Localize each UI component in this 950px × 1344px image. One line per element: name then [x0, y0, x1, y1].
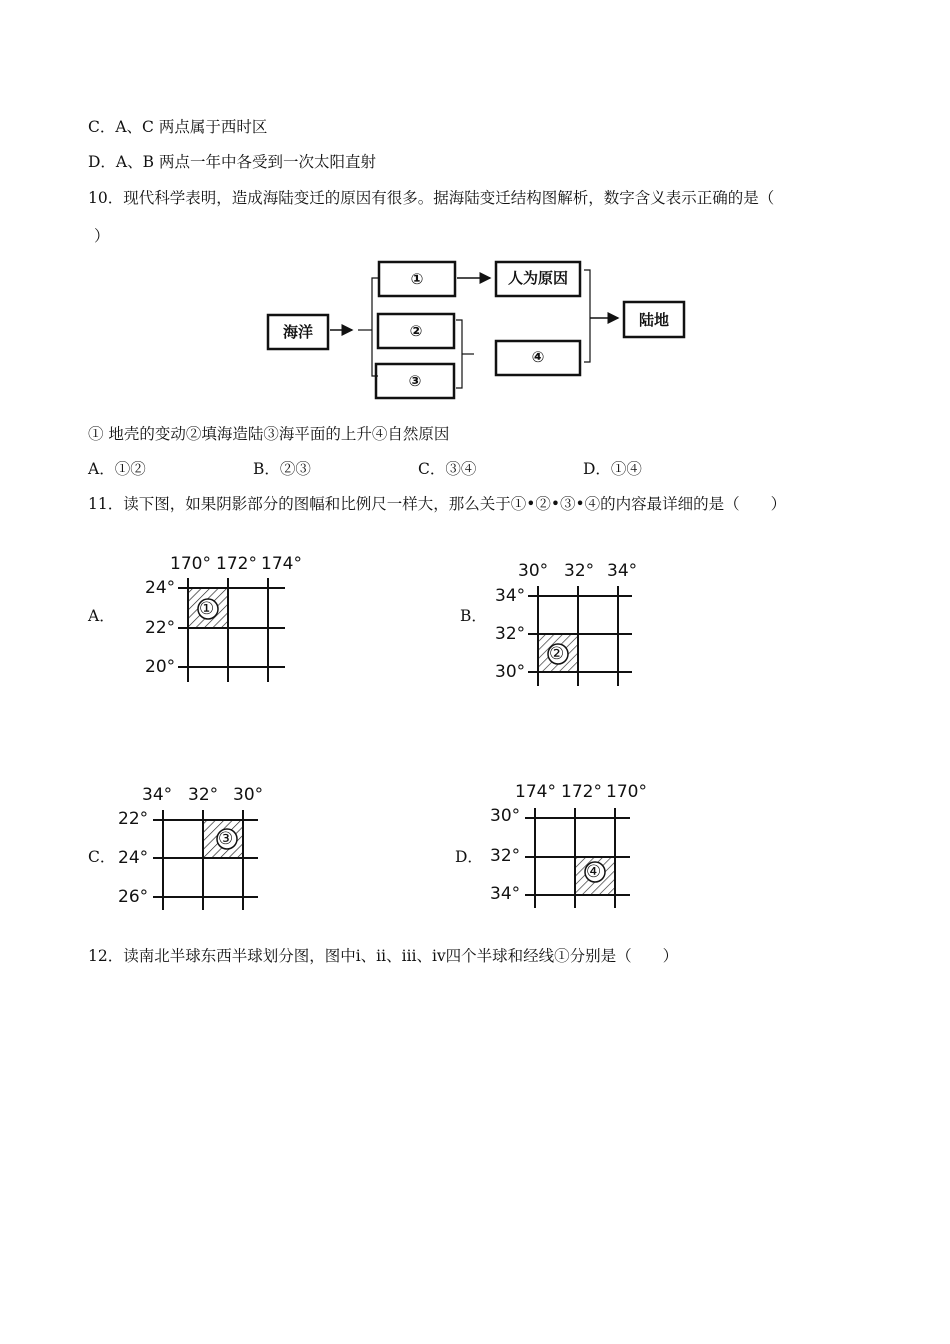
grid-d-mark: ④	[586, 862, 602, 882]
q10-stem: 10．现代科学表明，造成海陆变迁的原因有很多。据海陆变迁结构图解析，数字含义表示正确的是（	[88, 189, 775, 207]
grid-a-top-1: 170°	[170, 554, 211, 574]
q11-option-d-label: D．	[455, 848, 483, 866]
q10-option-c: C．③④	[418, 460, 477, 478]
land-label: 陆地	[638, 311, 669, 329]
grid-d-left-1: 30°	[490, 806, 521, 826]
grid-c-left-2: 24°	[118, 848, 149, 868]
grid-d-top-1: 174°	[515, 782, 556, 802]
box-2-label: ②	[409, 322, 423, 340]
q10-option-b: B．②③	[253, 460, 311, 478]
grid-b-top-2: 32°	[564, 561, 595, 581]
grid-c-top-2: 32°	[188, 785, 219, 805]
grid-a-top-3: 174°	[261, 554, 302, 574]
grid-b-top-1: 30°	[518, 561, 549, 581]
grid-b-left-3: 30°	[495, 662, 526, 682]
q10-legend: ① 地壳的变动②填海造陆③海平面的上升④自然原因	[88, 425, 450, 443]
grid-d-top-2: 172°	[561, 782, 602, 802]
grid-d-left-3: 34°	[490, 884, 521, 904]
q11-option-b-label: B．	[460, 607, 487, 625]
grid-b-left-2: 32°	[495, 624, 526, 644]
grid-b-top-3: 34°	[607, 561, 638, 581]
box-1-label: ①	[410, 270, 424, 288]
q11-option-c-label: C．	[88, 848, 116, 866]
q12-stem: 12．读南北半球东西半球划分图，图中ⅰ、ⅱ、ⅲ、ⅳ四个半球和经线①分别是（ ）	[88, 947, 679, 965]
grid-c-mark: ③	[218, 829, 234, 849]
grid-c-left-1: 22°	[118, 809, 149, 829]
grid-a-mark: ①	[199, 599, 215, 619]
q11-stem: 11．读下图，如果阴影部分的图幅和比例尺一样大，那么关于①•②•③•④的内容最详细的是（ ）	[88, 495, 787, 513]
q9-option-c: C．A、C 两点属于西时区	[88, 118, 268, 136]
grid-a-left-2: 22°	[145, 618, 176, 638]
q9-option-d: D．A、B 两点一年中各受到一次太阳直射	[88, 153, 376, 171]
grid-c-left-3: 26°	[118, 887, 149, 907]
grid-a-left-3: 20°	[145, 657, 176, 677]
q10-stem-paren: ）	[94, 227, 110, 245]
grid-b-left-1: 34°	[495, 586, 526, 606]
box-3-label: ③	[408, 372, 422, 390]
q10-option-a: A．①②	[88, 460, 146, 478]
grid-d-top-3: 170°	[606, 782, 647, 802]
grid-c-top-1: 34°	[142, 785, 173, 805]
grid-a-top-2: 172°	[216, 554, 257, 574]
grid-d-left-2: 32°	[490, 846, 521, 866]
q10-option-d: D．①④	[583, 460, 642, 478]
grid-c-top-3: 30°	[233, 785, 264, 805]
ocean-label: 海洋	[282, 323, 313, 341]
grid-a-left-1: 24°	[145, 578, 176, 598]
grid-b-mark: ②	[549, 644, 565, 664]
human-causes-label: 人为原因	[507, 269, 568, 287]
q11-option-a-label: A．	[88, 607, 115, 625]
box-4-label: ④	[531, 348, 545, 366]
